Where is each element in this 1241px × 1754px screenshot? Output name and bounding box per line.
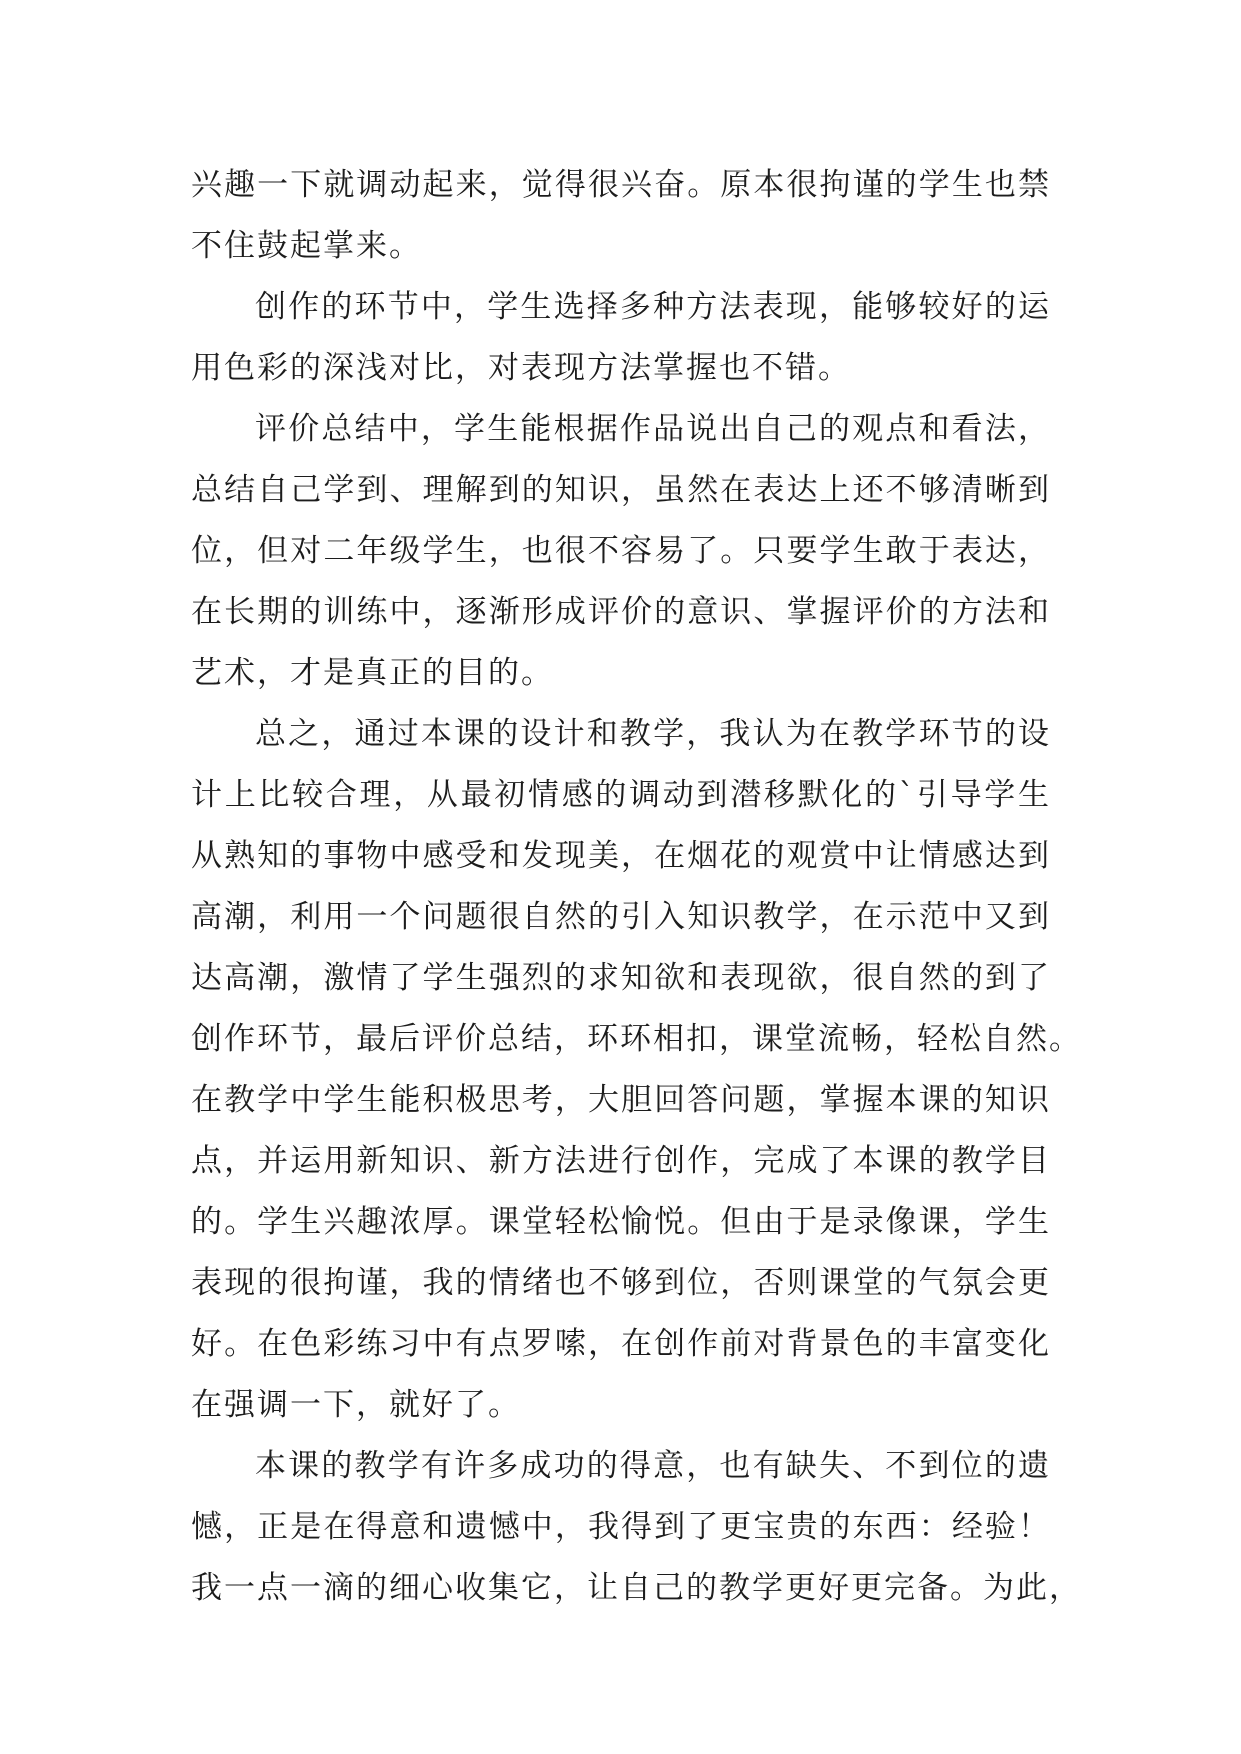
text-line: 高潮，利用一个问题很自然的引入知识教学，在示范中又到 [191,899,1051,935]
text-line: 计上比较合理，从最初情感的调动到潜移默化的`引导学生 [191,777,1051,813]
text-line: 兴趣一下就调动起来，觉得很兴奋。原本很拘谨的学生也禁 [191,167,1051,203]
body-text [191,155,1082,1619]
text-line: 我一点一滴的细心收集它，让自己的教学更好更完备。为此， [191,1570,1082,1606]
text-line: 表现的很拘谨，我的情绪也不够到位，否则课堂的气氛会更 [191,1265,1051,1301]
text-line: 憾，正是在得意和遗憾中，我得到了更宝贵的东西：经验！ [191,1509,1051,1545]
text-line: 在教学中学生能积极思考，大胆回答问题，掌握本课的知识 [191,1082,1051,1118]
text-line: 在强调一下，就好了。 [191,1387,521,1423]
text-line: 从熟知的事物中感受和发现美，在烟花的观赏中让情感达到 [191,838,1051,874]
text-line: 位，但对二年级学生，也很不容易了。只要学生敢于表达， [191,533,1051,569]
text-line: 达高潮，激情了学生强烈的求知欲和表现欲，很自然的到了 [191,960,1051,996]
paragraph-start-line: 本课的教学有许多成功的得意，也有缺失、不到位的遗 [255,1448,1051,1484]
text-line: 好。在色彩练习中有点罗嗦，在创作前对背景色的丰富变化 [191,1326,1051,1362]
paragraph-start-line: 评价总结中，学生能根据作品说出自己的观点和看法， [255,411,1051,447]
paragraph-start-line: 创作的环节中，学生选择多种方法表现，能够较好的运 [255,289,1051,325]
text-line: 用色彩的深浅对比，对表现方法掌握也不错。 [191,350,851,386]
text-line: 总结自己学到、理解到的知识，虽然在表达上还不够清晰到 [191,472,1051,508]
text-line: 不住鼓起掌来。 [191,228,422,264]
text-line: 创作环节，最后评价总结，环环相扣，课堂流畅，轻松自然。 [191,1021,1082,1057]
text-line: 的。学生兴趣浓厚。课堂轻松愉悦。但由于是录像课，学生 [191,1204,1051,1240]
paragraph-start-line: 总之，通过本课的设计和教学，我认为在教学环节的设 [255,716,1051,752]
text-line: 艺术，才是真正的目的。 [191,655,554,691]
text-line: 在长期的训练中，逐渐形成评价的意识、掌握评价的方法和 [191,594,1051,630]
text-line: 点，并运用新知识、新方法进行创作，完成了本课的教学目 [191,1143,1051,1179]
